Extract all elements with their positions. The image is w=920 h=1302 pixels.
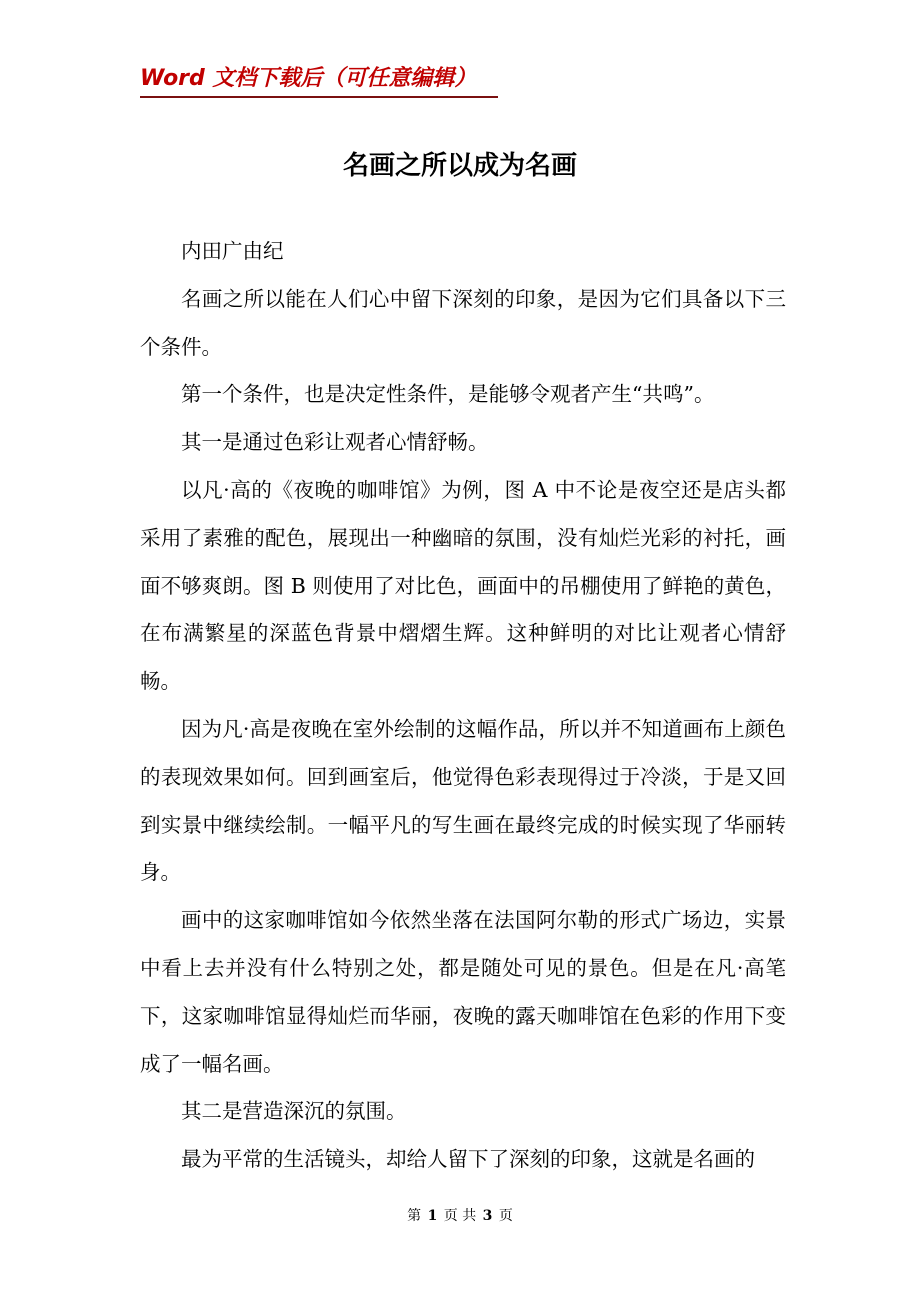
paragraph: 第一个条件，也是决定性条件，是能够令观者产生“共鸣”。 xyxy=(181,382,715,407)
current-page-number: 1 xyxy=(427,1208,438,1224)
paragraph: 画中的这家咖啡馆如今依然坐落在法国阿尔勒的形式广场边，实景中看上去并没有什么特别之处，都是随处可见的景色。但是在凡·高笔下，这家咖啡馆显得灿烂而华丽，夜晚的露天咖啡馆在色彩的作用下变成了一幅名画。 xyxy=(140,908,786,1076)
author-line: 内田广由纪 xyxy=(181,239,284,263)
document-title: 名画之所以成为名画 xyxy=(342,151,577,181)
total-page-number: 3 xyxy=(482,1208,493,1224)
footer-prefix: 第 xyxy=(407,1208,422,1224)
paragraph: 以凡·高的《夜晚的咖啡馆》为例，图 A 中不论是夜空还是店头都采用了素雅的配色，展现出一种幽暗的氛围，没有灿烂光彩的衬托，画面不够爽朗。图 B 则使用了对比色，画面中的吊棚使用了鲜艳的黄色，在布满繁星的深蓝色背景中熠熠生辉。这种鲜明的对比让观者心情舒畅。 xyxy=(140,477,786,694)
paragraph: 其一是通过色彩让观者心情舒畅。 xyxy=(181,430,489,455)
document-body xyxy=(140,228,786,1184)
download-header: Word 文档下载后（可任意编辑） xyxy=(140,64,498,98)
paragraph: 其二是营造深沉的氛围。 xyxy=(181,1099,407,1124)
page-footer xyxy=(0,1206,920,1226)
paragraph: 最为平常的生活镜头，却给人留下了深刻的印象，这就是名画的 xyxy=(181,1147,755,1172)
paragraph: 因为凡·高是夜晚在室外绘制的这幅作品，所以并不知道画布上颜色的表现效果如何。回到画室后，他觉得色彩表现得过于冷淡，于是又回到实景中继续绘制。一幅平凡的写生画在最终完成的时候实现了华丽转身。 xyxy=(140,716,786,885)
footer-mid: 页 共 xyxy=(443,1208,477,1224)
paragraph: 名画之所以能在人们心中留下深刻的印象，是因为它们具备以下三个条件。 xyxy=(140,286,786,359)
footer-suffix: 页 xyxy=(498,1208,513,1224)
